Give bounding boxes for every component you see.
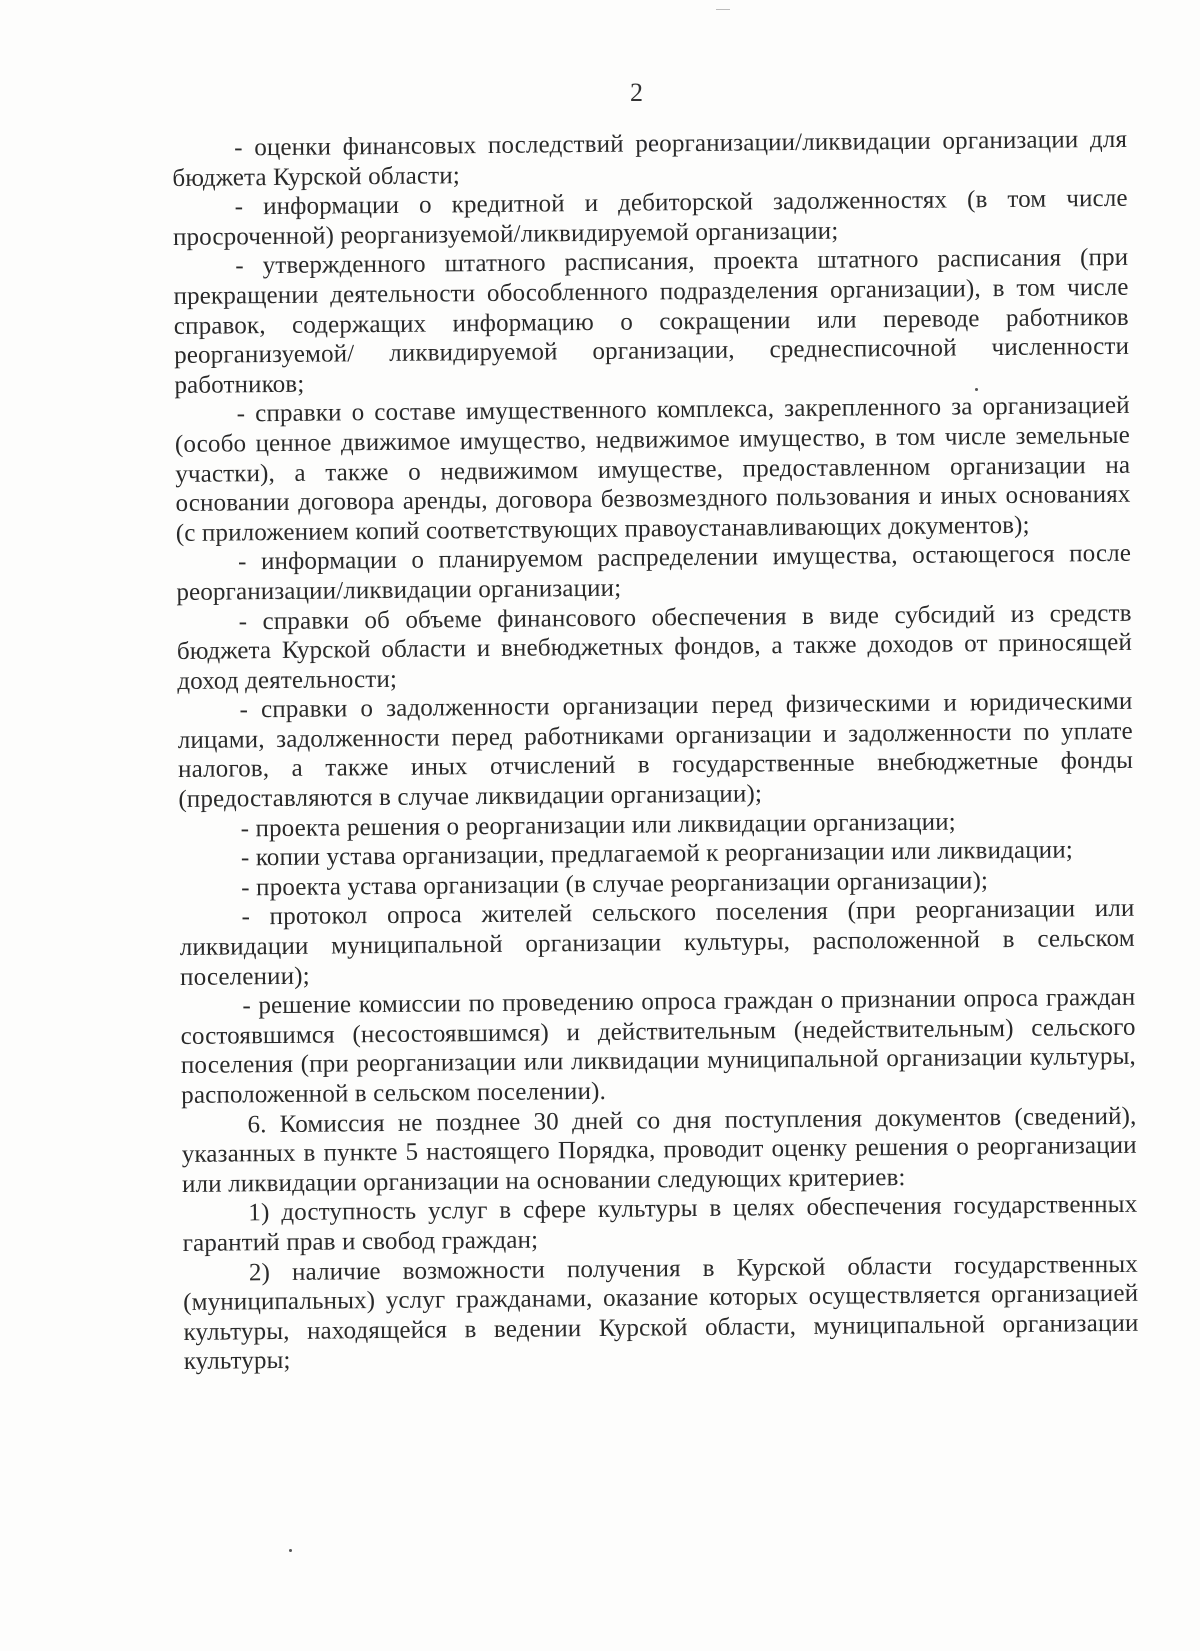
paragraph-credit-debt: - информации о кредитной и дебиторской задолженностях (в том числе просроченной) реорганизуемой/ликвидируемой организации; xyxy=(172,185,1128,251)
paragraph-organization-debt: - справки о задолженности организации перед физическими и юридическими лицами, задолженности перед работниками организации и задолженности по уплате налогов, а также иных отчислений в государственные внебюджетные фонды (предоставляются в случае ликвидации организации); xyxy=(177,688,1134,814)
paragraph-draft-charter: - проекта устава организации (в случае реорганизации организации); xyxy=(241,867,989,902)
scan-speck xyxy=(289,1549,292,1552)
document-body xyxy=(172,125,1139,1377)
paragraph-criterion-1: 1) доступность услуг в сфере культуры в целях обеспечения государственных гарантий прав и свобод граждан; xyxy=(182,1191,1138,1257)
paragraph-draft-decision: - проекта решения о реорганизации или ликвидации организации; xyxy=(240,808,956,843)
paragraph-criterion-2: 2) наличие возможности получения в Курской области государственных (муниципальных) услуг гражданами, оказание которых осуществляется организацией культуры, находящейся в ведении Курской области, муниципальной организации культуры; xyxy=(183,1250,1139,1376)
page-number: 2 xyxy=(630,78,643,107)
paragraph-charter-copy: - копии устава организации, предлагаемой к реорганизации или ликвидации; xyxy=(240,836,1074,872)
paragraph-staff-schedule: - утвержденного штатного расписания, проекта штатного расписания (при прекращении деятельности обособленного подразделения организации), в том числе справок, содержащих информацию о сокращении или переводе работников реорганизуемой/ ликвидируемой организации, среднесписочной численности работников; xyxy=(173,244,1130,399)
paragraph-commission-decision: - решение комиссии по проведению опроса граждан о признании опроса граждан состоявшимся (несостоявшимся) и действительным (недействительным) сельского поселения (при реорганизации или ликвидации муниципальной организации культуры, расположенной в сельском поселении). xyxy=(180,984,1137,1109)
paragraph-survey-protocol: - протокол опроса жителей сельского поселения (при реорганизации или ликвидации муниципальной организации культуры, расположенной в сельском поселении); xyxy=(179,895,1135,991)
scan-speck xyxy=(975,388,978,391)
paragraph-financial-consequences: - оценки финансовых последствий реорганизации/ликвидации организации для бюджета Курской области; xyxy=(172,125,1128,192)
paragraph-property-complex: - справки о составе имущественного комплекса, закрепленного за организацией (особо ценное движимое имущество, недвижимое имущество, в том числе земельные участки), а также о недвижимом имуществе, предоставленном организации на основании договора аренды, договора безвозмездного пользования и иных основаниях (с приложением копий соответствующих правоустанавливающих документов); xyxy=(174,392,1131,547)
paragraph-item-6: 6. Комиссия не позднее 30 дней со дня поступления документов (сведений), указанных в пункте 5 настоящего Порядка, проводит оценку решения о реорганизации или ликвидации организации на основании следующих критериев: xyxy=(181,1102,1137,1198)
paragraph-property-distribution: - информации о планируемом распределении имущества, остающегося после реорганизации/ликвидации организации; xyxy=(176,540,1132,606)
paragraph-financial-support: - справки об объеме финансового обеспечения в виде субсидий из средств бюджета Курской области и внебюджетных фондов, а также доходов от приносящей доход деятельности; xyxy=(176,599,1133,695)
scan-mark xyxy=(716,9,730,10)
